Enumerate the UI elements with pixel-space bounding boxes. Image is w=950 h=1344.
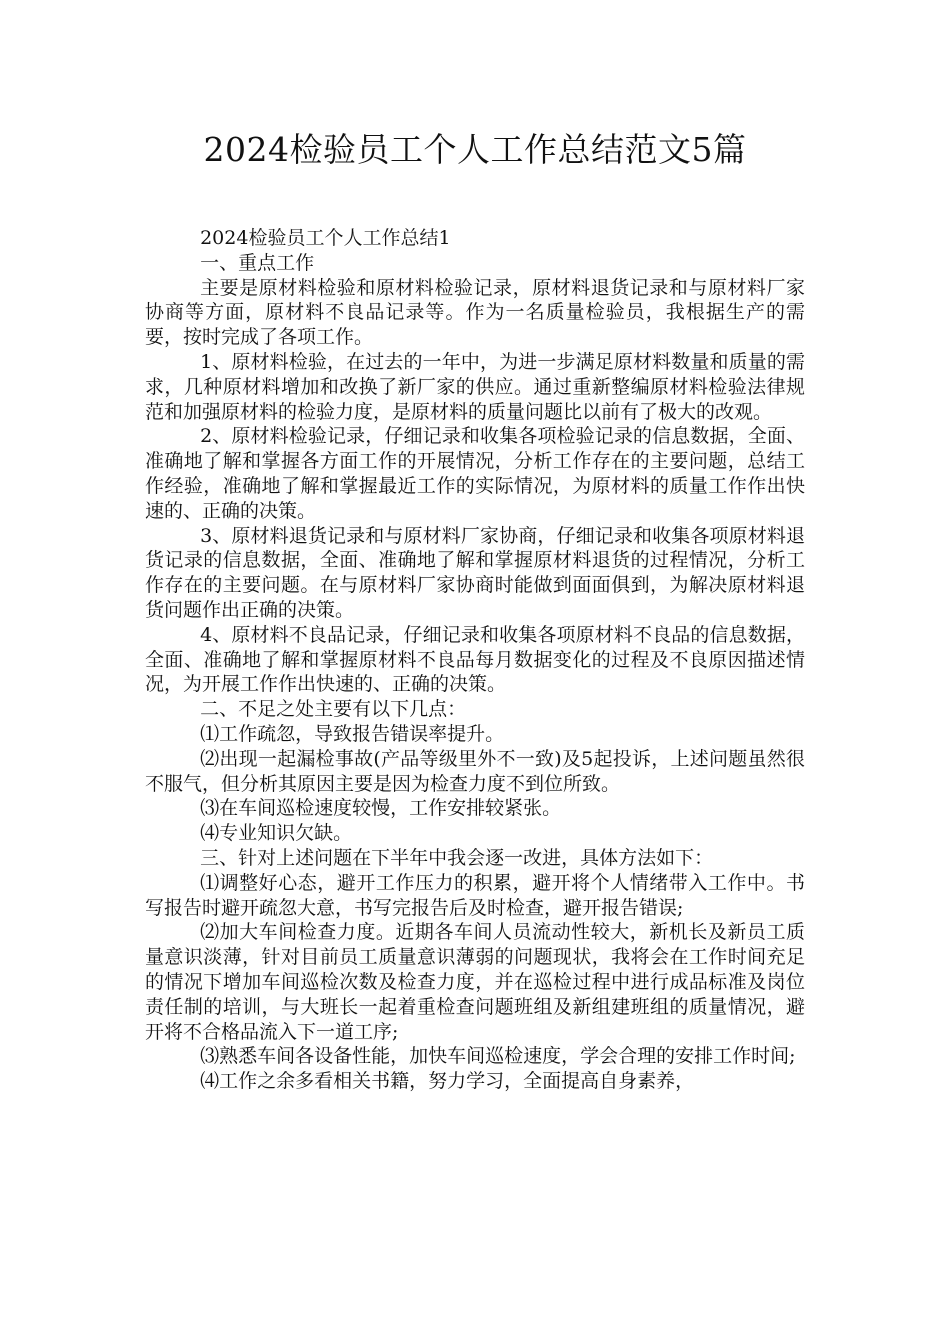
improvement-4: ⑷工作之余多看相关书籍，努力学习，全面提高自身素养， — [200, 1070, 695, 1093]
paragraph-item-4: 4、原材料不良品记录，仔细记录和收集各项原材料不良品的信息数据，全面、准确地了解和掌握原材料不良品每月数据变化的过程及不良原因描述情况，为开展工作作出快速的、正确的决策。 — [145, 623, 805, 696]
section-heading-summary-1: 2024检验员工个人工作总结1 — [200, 227, 451, 249]
section-heading-improvements: 三、针对上述问题在下半年中我会逐一改进，具体方法如下： — [200, 846, 714, 869]
paragraph-item-1: 1、原材料检验，在过去的一年中，为进一步满足原材料数量和质量的需求，几种原材料增加和改换了新厂家的供应。通过重新整编原材料检验法律规范和加强原材料的检验力度，是原材料的质量问题比以前有了极大的改观。 — [145, 350, 805, 423]
shortcoming-3: ⑶在车间巡检速度较慢，工作安排较紧张。 — [200, 797, 562, 820]
document-body — [145, 226, 805, 1094]
paragraph-item-3: 3、原材料退货记录和与原材料厂家协商，仔细记录和收集各项原材料退货记录的信息数据，全面、准确地了解和掌握原材料退货的过程情况，分析工作存在的主要问题。在与原材料厂家协商时能做到面面俱到，为解决原材料退货问题作出正确的决策。 — [145, 524, 805, 621]
document-title: 2024检验员工个人工作总结范文5篇 — [203, 130, 747, 169]
improvement-1: ⑴调整好心态，避开工作压力的积累，避开将个人情绪带入工作中。书写报告时避开疏忽大意，书写完报告后及时检查，避开报告错误; — [145, 871, 805, 919]
section-heading-shortcomings: 二、不足之处主要有以下几点： — [200, 698, 467, 721]
shortcoming-1: ⑴工作疏忽，导致报告错误率提升。 — [200, 722, 505, 745]
shortcoming-4: ⑷专业知识欠缺。 — [200, 822, 353, 845]
improvement-3: ⑶熟悉车间各设备性能，加快车间巡检速度，学会合理的安排工作时间; — [200, 1045, 796, 1068]
paragraph-item-2: 2、原材料检验记录，仔细记录和收集各项检验记录的信息数据，全面、准确地了解和掌握各方面工作的开展情况，分析工作存在的主要问题，总结工作经验，准确地了解和掌握最近工作的实际情况，为原材料的质量工作作出快速的、正确的决策。 — [145, 425, 805, 522]
paragraph-main-duties: 主要是原材料检验和原材料检验记录，原材料退货记录和与原材料厂家协商等方面，原材料不良品记录等。作为一名质量检验员，我根据生产的需要，按时完成了各项工作。 — [145, 276, 805, 349]
section-heading-key-work: 一、重点工作 — [200, 251, 315, 274]
shortcoming-2: ⑵出现一起漏检事故(产品等级里外不一致)及5起投诉，上述问题虽然很不服气，但分析其原因主要是因为检查力度不到位所致。 — [145, 747, 805, 795]
improvement-2: ⑵加大车间检查力度。近期各车间人员流动性较大，新机长及新员工质量意识淡薄，针对目前员工质量意识薄弱的问题现状，我将会在工作时间充足的情况下增加车间巡检次数及检查力度，并在巡检过程中进行成品标准及岗位责任制的培训，与大班长一起着重检查问题班组及新组建班组的质量情况，避开将不合格品流入下一道工序; — [145, 921, 805, 1043]
